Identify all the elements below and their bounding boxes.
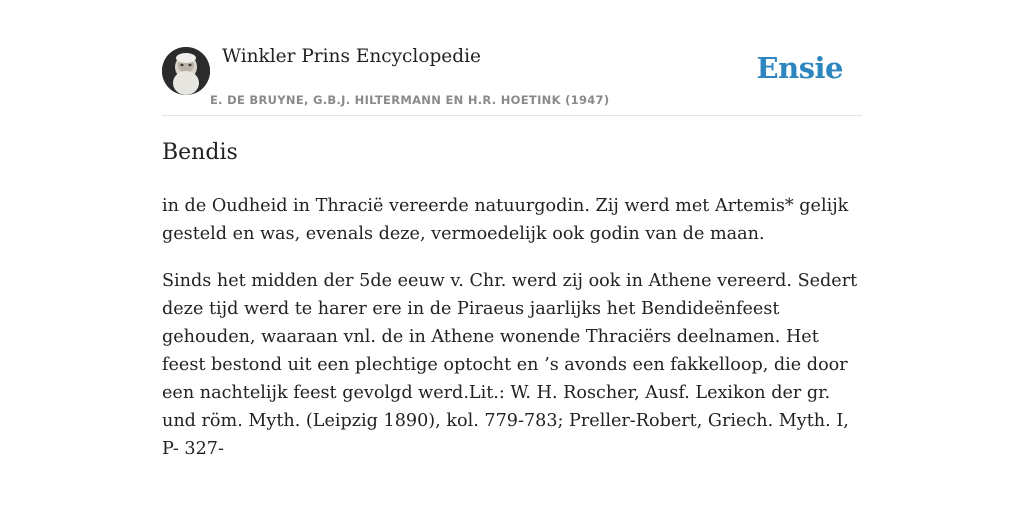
ensie-logo[interactable]: Ensie [756,51,843,85]
entry-paragraph: in de Oudheid in Thracië vereerde natuurgodin. Zij werd met Artemis* gelijk gesteld en was, evenals deze, vermoedelijk ook godin van de maan. [162,196,849,244]
entry-title: Bendis [162,140,238,165]
entry-paragraph: Sinds het midden der 5de eeuw v. Chr. werd zij ook in Athene vereerd. Sedert deze tijd werd te harer ere in de Piraeus jaarlijks het Bendideënfeest gehouden, waaraan vnl. de in Athene wonende Thraciërs deelnamen. Het feest bestond uit een plechtige optocht en ’s avonds een fakkelloop, die door een nachtelijk feest gevolgd werd.Lit.: W. H. Roscher, Ausf. Lexikon der gr. und röm. Myth. (Leipzig 1890), kol. 779-783; Preller-Robert, Griech. Myth. I, P- 327- [162,271,858,459]
source-header [162,40,862,116]
source-title[interactable]: Winkler Prins Encyclopedie [222,46,481,67]
source-authors: E. DE BRUYNE, G.B.J. HILTERMANN EN H.R. HOETINK (1947) [210,93,610,107]
entry-body [162,192,862,482]
page [162,40,862,459]
portrait-icon [162,47,210,95]
author-avatar[interactable] [162,47,210,95]
